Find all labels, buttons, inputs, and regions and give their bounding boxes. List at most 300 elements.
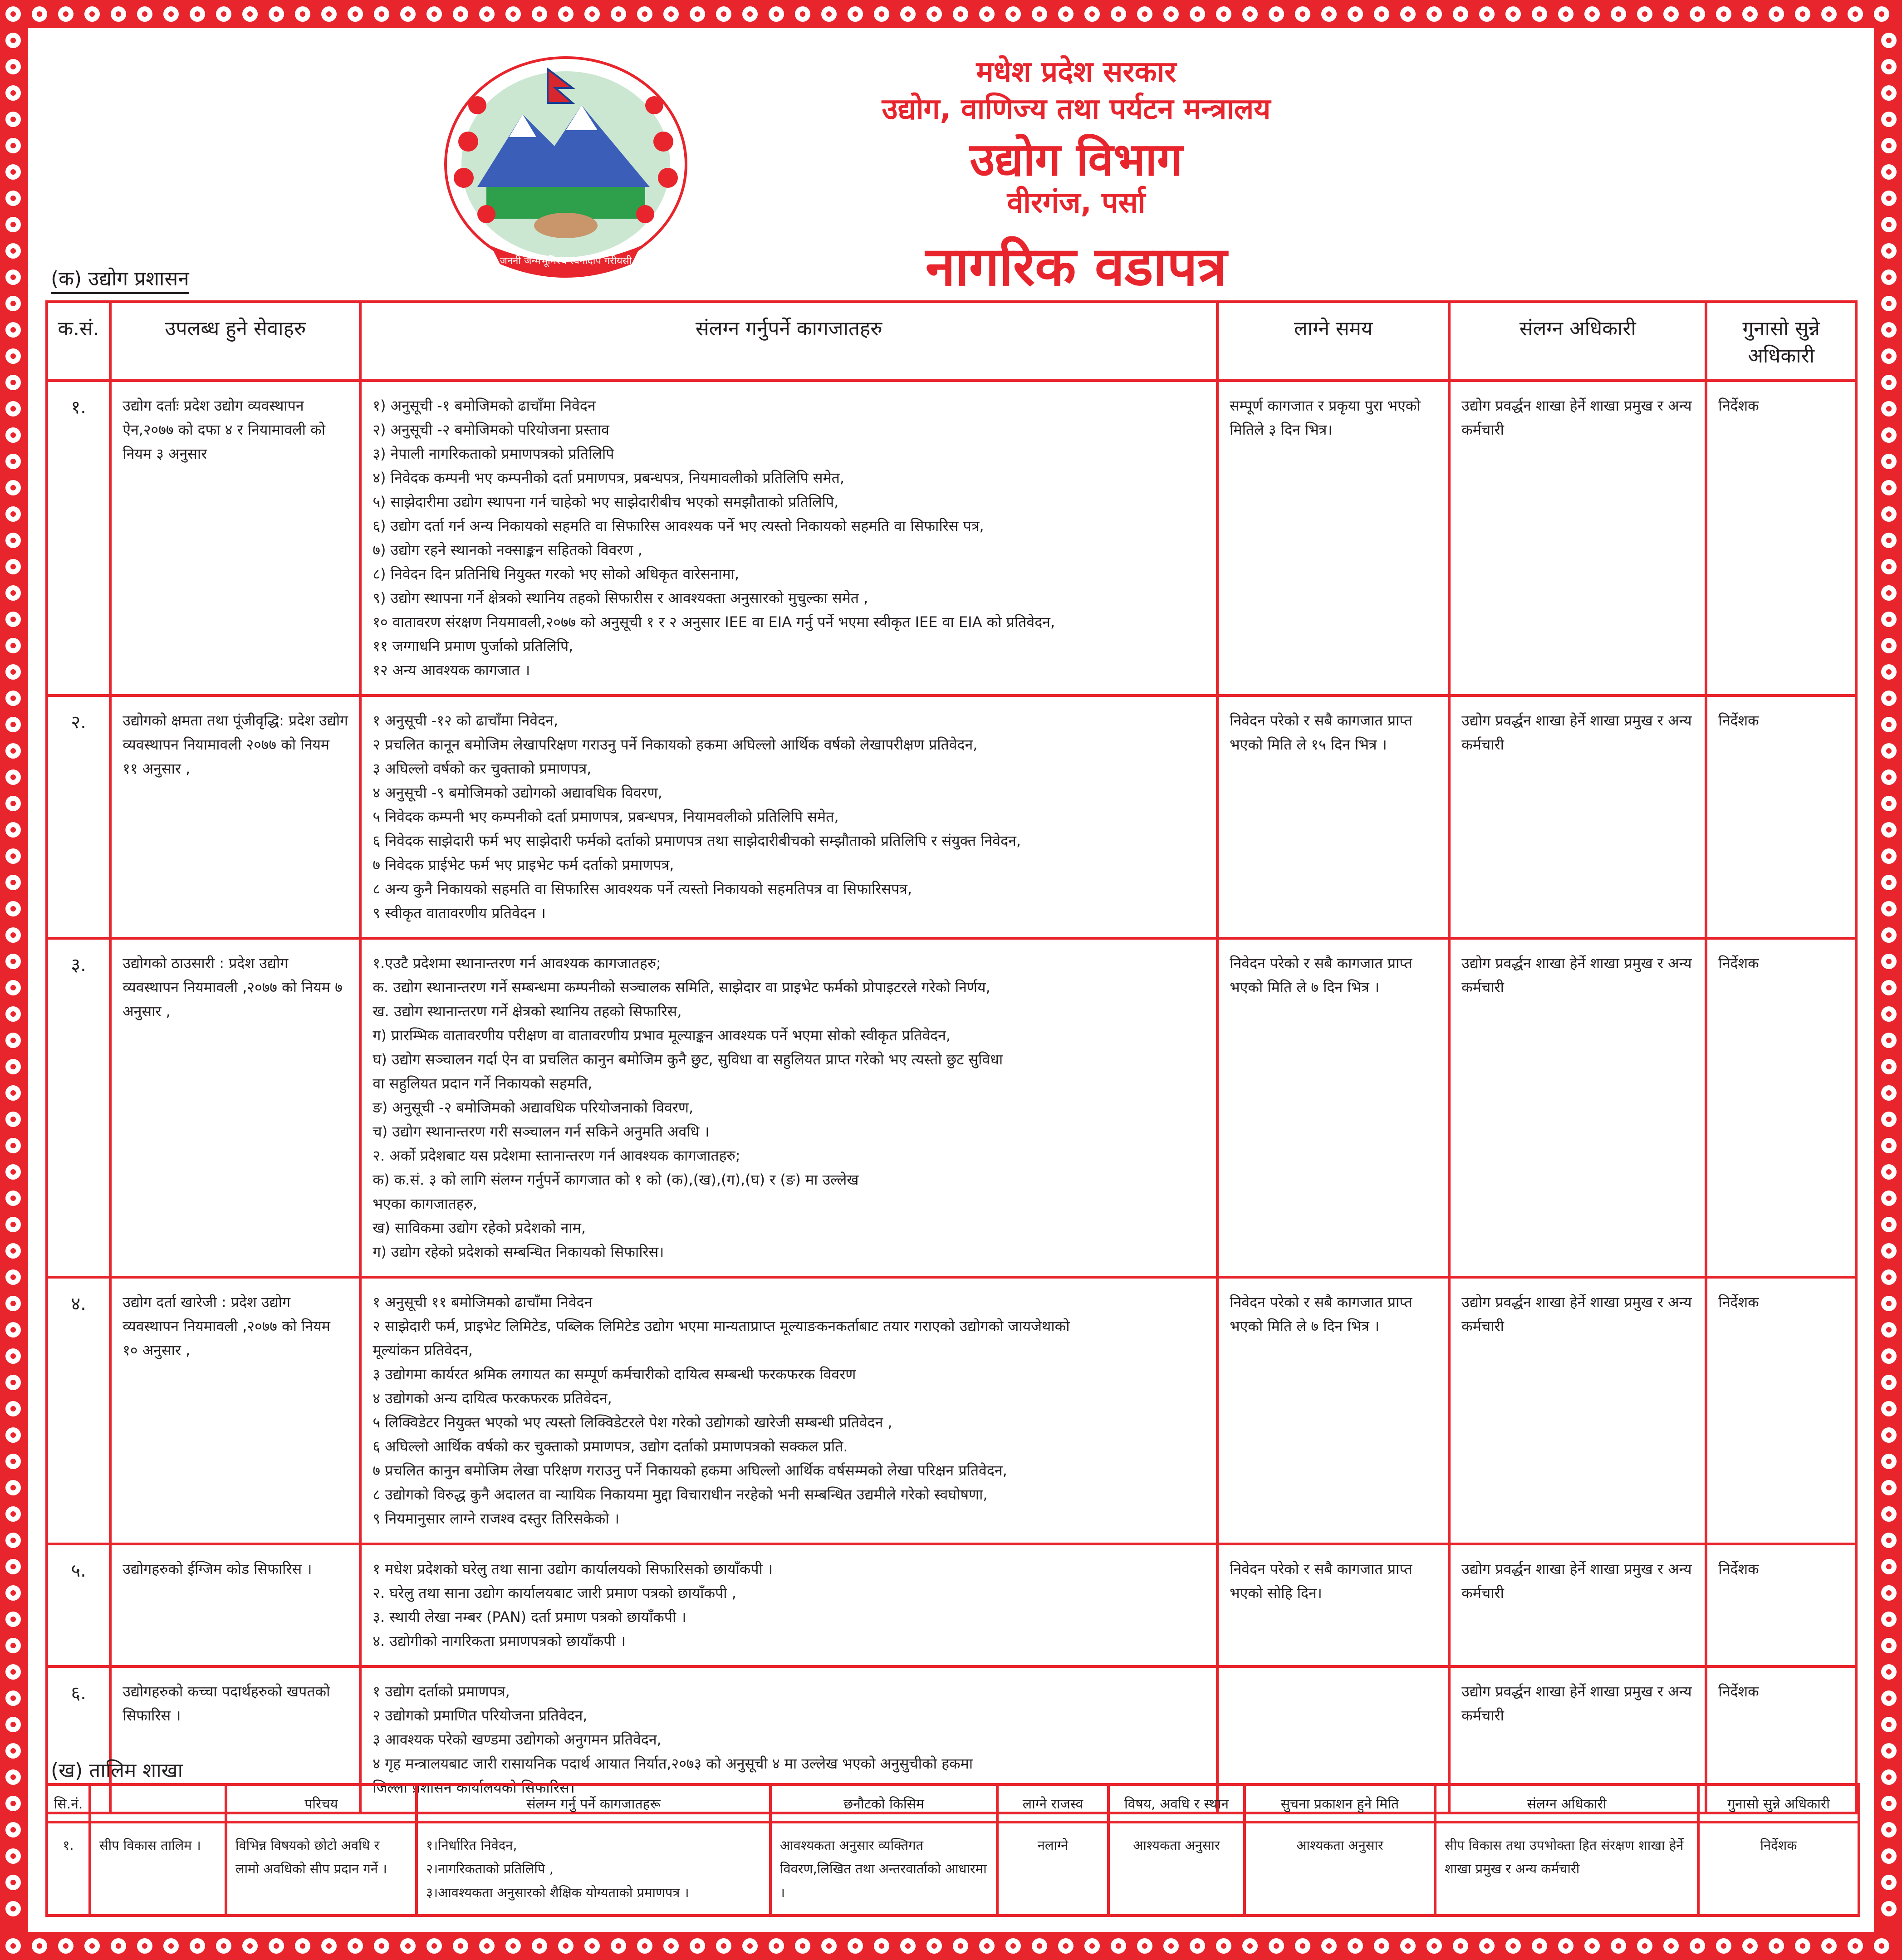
border-flower-icon	[1532, 1938, 1547, 1954]
border-flower-icon	[163, 6, 179, 22]
border-flower-icon	[1881, 612, 1897, 627]
border-flower-icon	[1453, 1938, 1468, 1954]
border-flower-icon	[1295, 1938, 1310, 1954]
row-grievance: निर्देशक	[1706, 1277, 1856, 1544]
row-documents	[360, 938, 1217, 1277]
border-flower-icon	[1821, 6, 1837, 22]
border-flower-icon	[1505, 1938, 1521, 1954]
border-flower-icon	[1881, 59, 1897, 74]
border-flower-icon	[5, 1848, 21, 1864]
border-flower-icon	[1321, 6, 1337, 22]
border-flower-icon	[1881, 1059, 1897, 1074]
border-flower-icon	[848, 1938, 863, 1954]
border-flower-icon	[611, 1938, 626, 1954]
row-grievance: निर्देशक	[1706, 1544, 1856, 1666]
border-flower-icon	[1137, 1938, 1152, 1954]
border-flower-icon	[242, 1938, 258, 1954]
document-item: ७ निवेदक प्राईभेट फर्म भए प्राइभेट फर्म दर्ताको प्रमाणपत्र,	[373, 856, 674, 873]
border-flower-icon	[5, 6, 21, 22]
border-flower-icon	[5, 1938, 21, 1954]
border-flower-icon	[1881, 1033, 1897, 1048]
border-flower-icon	[5, 1164, 21, 1180]
border-flower-icon	[1881, 1401, 1897, 1416]
border-flower-icon	[1881, 927, 1897, 943]
border-flower-icon	[137, 1938, 152, 1954]
border-flower-icon	[479, 1938, 495, 1954]
table-header-row	[47, 302, 1856, 381]
border-flower-icon	[1881, 243, 1897, 259]
border-flower-icon	[1881, 1112, 1897, 1127]
training-col-header	[90, 1784, 226, 1822]
training-sn: १.	[47, 1822, 90, 1916]
border-flower-icon	[1453, 6, 1468, 22]
border-flower-icon	[1881, 1901, 1897, 1916]
training-col-header: सि.नं.	[47, 1784, 90, 1822]
border-flower-icon	[1374, 1938, 1389, 1954]
document-item: २) अनुसूची -२ बमोजिमको परियोजना प्रस्ताव	[373, 421, 609, 438]
document-item: ६ निवेदक साझेदारी फर्म भए साझेदारी फर्मको दर्ताको प्रमाणपत्र तथा साझेदारीबीचको सम्झौताको प्रतिलिपि र संयुक्त निवेदन,	[373, 832, 1021, 849]
rhododendron-icon	[458, 132, 478, 152]
page-title: नागरिक वडापत्र	[925, 235, 1227, 298]
section-b-title: (ख) तालिम शाखा	[51, 1756, 183, 1783]
border-flower-icon	[1584, 6, 1600, 22]
border-flower-icon	[1881, 743, 1897, 759]
border-flower-icon	[5, 1296, 21, 1311]
training-name: सीप विकास तालिम ।	[90, 1822, 226, 1916]
row-service: उद्योग दर्ताः प्रदेश उद्योग व्यवस्थापन ऐन,२०७७ को दफा ४ र नियामावली को नियम ३ अनुसार	[110, 381, 360, 696]
border-flower-icon	[1881, 1191, 1897, 1206]
border-flower-icon	[1881, 1085, 1897, 1101]
document-item: ६) उद्योग दर्ता गर्न अन्य निकायको सहमति वा सिफारिस आवश्यक पर्ने भए त्यस्तो निकायको सहमति वा सिफारिस पत्र,	[373, 517, 984, 534]
border-flower-icon	[5, 217, 21, 232]
border-flower-icon	[269, 6, 284, 22]
training-table	[45, 1783, 1860, 1917]
border-flower-icon	[453, 6, 468, 22]
border-flower-icon	[690, 1938, 705, 1954]
border-flower-icon	[1163, 6, 1179, 22]
border-flower-icon	[5, 1454, 21, 1469]
border-flower-icon	[5, 1375, 21, 1390]
border-flower-icon	[5, 322, 21, 338]
border-flower-icon	[84, 6, 100, 22]
border-flower-icon	[1881, 296, 1897, 311]
border-flower-icon	[1084, 1938, 1100, 1954]
rhododendron-icon	[468, 96, 486, 114]
border-flower-icon	[426, 6, 442, 22]
border-flower-icon	[1881, 1296, 1897, 1311]
row-service: उद्योगको ठाउसारी : प्रदेश उद्योग व्यवस्थापन नियमावली ,२०७७ को नियम ७ अनुसार ,	[110, 938, 360, 1277]
col-header-officer: संलग्न अधिकारी	[1449, 302, 1706, 381]
header-line-2: उद्योग, वाणिज्य तथा पर्यटन मन्त्रालय	[882, 93, 1271, 126]
border-flower-icon	[1881, 1506, 1897, 1522]
border-flower-icon	[1584, 1938, 1600, 1954]
document-item: १ अनुसूची -१२ को ढाचाँमा निवेदन,	[373, 712, 559, 729]
border-flower-icon	[1505, 6, 1521, 22]
border-flower-icon	[1881, 796, 1897, 811]
document-item: ११ जग्गाधनि प्रमाण पुर्जाको प्रतिलिपि,	[373, 637, 574, 655]
training-header-row	[47, 1784, 1859, 1822]
border-flower-icon	[5, 375, 21, 390]
border-flower-icon	[1881, 717, 1897, 732]
rhododendron-icon	[454, 168, 474, 188]
row-grievance: निर्देशक	[1706, 696, 1856, 938]
document-item: च) उद्योग स्थानान्तरण गरी सञ्चालन गर्न सकिने अनुमति अवधि ।	[373, 1123, 710, 1140]
col-header-grievance: गुनासो सुन्ने अधिकारी	[1706, 302, 1856, 381]
border-flower-icon	[32, 1938, 47, 1954]
document-item: ङ) अनुसूची -२ बमोजिमको अद्यावधिक परियोजनाको विवरण,	[373, 1099, 694, 1116]
border-flower-icon	[5, 901, 21, 916]
row-sn: २.	[47, 696, 110, 938]
border-flower-icon	[58, 6, 74, 22]
border-flower-icon	[1881, 454, 1897, 469]
border-flower-icon	[1242, 1938, 1258, 1954]
department-title: उद्योग विभाग	[970, 133, 1183, 186]
border-flower-icon	[1058, 6, 1074, 22]
section-a-title: (क) उद्योग प्रशासन	[51, 264, 189, 291]
border-flower-icon	[716, 1938, 731, 1954]
border-flower-icon	[1881, 559, 1897, 574]
border-flower-icon	[1295, 6, 1310, 22]
border-flower-icon	[979, 6, 995, 22]
document-item: १ अनुसूची ११ बमोजिमको ढाचाँमा निवेदन	[373, 1294, 593, 1311]
border-flower-icon	[795, 1938, 810, 1954]
border-flower-icon	[1881, 1006, 1897, 1022]
border-flower-icon	[5, 875, 21, 890]
document-item: ५ लिक्विडेटर नियुक्त भएको भए त्यस्तो लिक्विडेटरले पेश गरेको उद्योगको खारेजी सम्बन्धी प्रतिवेदन ,	[373, 1414, 892, 1431]
document-item: २. घरेलु तथा साना उद्योग कार्यालयबाट जारी प्रमाण पत्रको छायाँकपी ,	[373, 1584, 736, 1602]
border-flower-icon	[1881, 1559, 1897, 1574]
border-flower-icon	[5, 506, 21, 522]
border-flower-icon	[5, 1664, 21, 1680]
border-flower-icon	[1348, 1938, 1363, 1954]
border-flower-icon	[874, 6, 889, 22]
document-item: ३. स्थायी लेखा नम्बर (PAN) दर्ता प्रमाण पत्रको छायाँकपी ।	[373, 1608, 686, 1626]
border-flower-icon	[926, 6, 942, 22]
border-flower-icon	[1690, 1938, 1705, 1954]
border-flower-icon	[5, 533, 21, 548]
row-documents	[360, 1544, 1217, 1666]
border-flower-icon	[1881, 85, 1897, 101]
border-flower-icon	[1881, 506, 1897, 522]
document-item: ८ उद्योगको विरुद्ध कुनै अदालत वा न्यायिक निकायमा मुद्दा विचाराधीन नरहेको भनी सम्बन्धित उद्यमीले गरेको स्वघोषणा,	[373, 1486, 988, 1503]
border-flower-icon	[1881, 664, 1897, 680]
border-flower-icon	[979, 1938, 995, 1954]
border-flower-icon	[163, 1938, 179, 1954]
border-flower-icon	[374, 6, 389, 22]
rhododendron-icon	[477, 205, 495, 223]
border-flower-icon	[1881, 954, 1897, 969]
border-flower-icon	[1874, 1938, 1889, 1954]
training-col-header: संलग्न अधिकारी	[1435, 1784, 1698, 1822]
border-flower-icon	[5, 296, 21, 311]
border-flower-icon	[1881, 638, 1897, 653]
document-item: २ साझेदारी फर्म, प्राइभेट लिमिटेड, पब्लिक लिमिटेड उद्योग भएमा मान्यताप्राप्त मूल्याङकनकर्ताबाट तयार गराएको उद्योगको जायजेथाको	[373, 1318, 1070, 1335]
border-flower-icon	[558, 1938, 574, 1954]
border-flower-icon	[5, 1243, 21, 1259]
border-flower-icon	[1881, 875, 1897, 890]
border-flower-icon	[5, 1690, 21, 1706]
border-flower-icon	[663, 6, 679, 22]
border-flower-icon	[1881, 270, 1897, 285]
border-flower-icon	[1881, 1585, 1897, 1601]
header-location: वीरगंज, पर्सा	[1007, 186, 1146, 220]
border-flower-icon	[1769, 1938, 1784, 1954]
border-flower-icon	[5, 1480, 21, 1495]
border-flower-icon	[5, 638, 21, 653]
border-flower-icon	[1881, 164, 1897, 180]
border-flower-icon	[5, 664, 21, 680]
border-flower-icon	[1881, 769, 1897, 785]
document-item: ८) निवेदन दिन प्रतिनिधि नियुक्त गरको भए सोको अधिकृत वारेसनामा,	[373, 565, 740, 583]
border-flower-icon	[5, 1322, 21, 1338]
row-sn: ४.	[47, 1277, 110, 1544]
table-row	[47, 1277, 1856, 1544]
document-item: जिल्ला प्रशासन कार्यालयको सिफारिस।	[373, 1779, 575, 1796]
table-row	[47, 1544, 1856, 1666]
row-officer: उद्योग प्रवर्द्धन शाखा हेर्ने शाखा प्रमुख र अन्य कर्मचारी	[1449, 1544, 1706, 1666]
border-flower-icon	[5, 585, 21, 601]
border-flower-icon	[690, 6, 705, 22]
document-item: १ उद्योग दर्ताको प्रमाणपत्र,	[373, 1683, 510, 1700]
border-flower-icon	[5, 454, 21, 469]
border-flower-icon	[1032, 1938, 1047, 1954]
document-item: ३ आवश्यक परेको खण्डमा उद्योगको अनुगमन प्रतिवेदन,	[373, 1731, 662, 1748]
row-grievance: निर्देशक	[1706, 381, 1856, 696]
border-flower-icon	[532, 6, 547, 22]
border-flower-icon	[611, 6, 626, 22]
row-sn: १.	[47, 381, 110, 696]
col-header-time: लाग्ने समय	[1217, 302, 1449, 381]
row-documents	[360, 381, 1217, 696]
border-flower-icon	[1881, 480, 1897, 495]
border-flower-icon	[1769, 6, 1784, 22]
border-flower-icon	[5, 1348, 21, 1364]
border-flower-icon	[1163, 1938, 1179, 1954]
border-flower-icon	[190, 6, 205, 22]
row-time: निवेदन परेको र सबै कागजात प्राप्त भएको मिति ले ७ दिन भित्र ।	[1217, 1277, 1449, 1544]
row-sn: ३.	[47, 938, 110, 1277]
border-flower-icon	[558, 6, 574, 22]
border-flower-icon	[374, 1938, 389, 1954]
border-flower-icon	[5, 1743, 21, 1759]
border-flower-icon	[1881, 848, 1897, 864]
border-flower-icon	[5, 85, 21, 101]
border-flower-icon	[1269, 6, 1284, 22]
border-flower-icon	[1111, 1938, 1126, 1954]
border-flower-icon	[84, 1938, 100, 1954]
border-flower-icon	[1821, 1938, 1837, 1954]
border-flower-icon	[5, 112, 21, 127]
border-flower-icon	[5, 1822, 21, 1838]
document-item: ५) साझेदारीमा उद्योग स्थापना गर्न चाहेको भए साझेदारीबीच भएको समझौताको प्रतिलिपि,	[373, 493, 839, 510]
border-flower-icon	[5, 717, 21, 732]
document-item: ख) साविकमा उद्योग रहेको प्रदेशको नाम,	[373, 1219, 586, 1236]
training-col-header: सुचना प्रकाशन हुने मिति	[1245, 1784, 1435, 1822]
border-flower-icon	[1848, 1938, 1863, 1954]
border-flower-icon	[5, 954, 21, 969]
border-flower-icon	[1881, 401, 1897, 416]
row-officer: उद्योग प्रवर्द्धन शाखा हेर्ने शाखा प्रमुख र अन्य कर्मचारी	[1449, 938, 1706, 1277]
border-flower-icon	[1881, 1822, 1897, 1838]
border-flower-icon	[926, 1938, 942, 1954]
document-item: ३ उद्योगमा कार्यरत श्रमिक लगायत का सम्पूर्ण कर्मचारीको दायित्व सम्बन्धी फरकफरक विवरण	[373, 1366, 856, 1383]
border-flower-icon	[1795, 1938, 1810, 1954]
border-flower-icon	[1881, 112, 1897, 127]
border-flower-icon	[1881, 1322, 1897, 1338]
border-flower-icon	[1881, 1638, 1897, 1653]
row-time: निवेदन परेको र सबै कागजात प्राप्त भएको मिति ले १५ दिन भित्र ।	[1217, 696, 1449, 938]
border-flower-icon	[5, 138, 21, 153]
table-row	[47, 696, 1856, 938]
border-flower-icon	[1881, 980, 1897, 995]
document-item: ख. उद्योग स्थानान्तरण गर्ने क्षेत्रको स्थानिय तहको सिफारिस,	[373, 1003, 682, 1020]
border-flower-icon	[1348, 6, 1363, 22]
document-item: ७ प्रचलित कानुन बमोजिम लेखा परिक्षण गराउनु पर्ने निकायको हकमा अघिल्लो आर्थिक वर्षसम्मको लेखा परिक्षन प्रतिवेदन,	[373, 1462, 1007, 1479]
border-flower-icon	[295, 6, 310, 22]
document-item: ४ गृह मन्त्रालयबाट जारी रासायनिक पदार्थ आयात निर्यात,२०७३ को अनुसूची ४ मा उल्लेख भएको अनुसुचीको हकमा	[373, 1755, 973, 1772]
border-flower-icon	[5, 612, 21, 627]
border-flower-icon	[5, 1401, 21, 1416]
border-flower-icon	[1881, 1690, 1897, 1706]
nepal-emblem	[436, 51, 695, 278]
border-flower-icon	[1242, 6, 1258, 22]
border-flower-icon	[216, 1938, 231, 1954]
document-item: २ प्रचलित कानून बमोजिम लेखापरिक्षण गराउनु पर्ने निकायको हकमा अघिल्लो आर्थिक वर्षको लेखापरीक्षण प्रतिवेदन,	[373, 736, 978, 753]
document-item: क. उद्योग स्थानान्तरण गर्ने सम्बन्धमा कम्पनीको सञ्चालक समिति, साझेदार वा प्राइभेट फर्मको प्रोपाइटरले गरेको निर्णय,	[373, 979, 990, 996]
document-item: ग) प्रारम्भिक वातावरणीय परीक्षण वा वातावरणीय प्रभाव मूल्याङ्कन आवश्यक पर्ने भएमा सोको स्वीकृत प्रतिवेदन,	[373, 1027, 951, 1044]
border-flower-icon	[1881, 1269, 1897, 1285]
border-flower-icon	[1881, 33, 1897, 48]
border-flower-icon	[1881, 1217, 1897, 1232]
border-flower-icon	[400, 6, 416, 22]
rhododendron-icon	[658, 168, 678, 188]
border-flower-icon	[5, 401, 21, 416]
border-flower-icon	[5, 1217, 21, 1232]
border-flower-icon	[1032, 6, 1047, 22]
border-flower-icon	[742, 6, 758, 22]
border-flower-icon	[5, 1191, 21, 1206]
row-grievance: निर्देशक	[1706, 1666, 1856, 1813]
row-service: उद्योगहरुको कच्चा पदार्थहरुको खपतको सिफारिस ।	[110, 1666, 360, 1813]
training-selection: आवश्यकता अनुसार व्यक्तिगत विवरण,लिखित तथा अन्तरवार्ताको आधारमा ।	[770, 1822, 997, 1916]
border-flower-icon	[58, 1938, 74, 1954]
border-flower-icon	[5, 848, 21, 864]
border-flower-icon	[1426, 6, 1442, 22]
border-flower-icon	[637, 1938, 652, 1954]
border-flower-icon	[874, 1938, 889, 1954]
border-flower-icon	[637, 6, 652, 22]
emblem-motto: जननी जन्मभूमिश्च स्वर्गादपि गरीयसी	[500, 255, 632, 267]
border-flower-icon	[1190, 6, 1205, 22]
border-flower-icon	[1137, 6, 1152, 22]
training-doc-item: २।नागरिकताको प्रतिलिपि ,	[426, 1861, 554, 1877]
border-flower-icon	[1663, 1938, 1679, 1954]
border-flower-icon	[1881, 691, 1897, 706]
border-flower-icon	[1479, 1938, 1495, 1954]
table-row	[47, 938, 1856, 1277]
border-flower-icon	[137, 6, 152, 22]
border-flower-icon	[584, 6, 600, 22]
border-flower-icon	[5, 1533, 21, 1548]
border-flower-icon	[5, 348, 21, 364]
border-flower-icon	[716, 6, 731, 22]
row-grievance: निर्देशक	[1706, 938, 1856, 1277]
border-flower-icon	[1881, 217, 1897, 232]
document-item: ३ अघिल्लो वर्षको कर चुक्ताको प्रमाणपत्र,	[373, 760, 592, 777]
border-flower-icon	[479, 6, 495, 22]
border-flower-icon	[5, 559, 21, 574]
border-flower-icon	[453, 1938, 468, 1954]
border-flower-icon	[795, 6, 810, 22]
border-flower-icon	[1881, 1664, 1897, 1680]
row-time: सम्पूर्ण कागजात र प्रकृया पुरा भएको मितिले ३ दिन भित्र।	[1217, 381, 1449, 696]
border-flower-icon	[1111, 6, 1126, 22]
border-flower-icon	[1005, 1938, 1021, 1954]
border-flower-icon	[505, 6, 521, 22]
border-flower-icon	[5, 1638, 21, 1653]
border-flower-icon	[1881, 822, 1897, 838]
border-flower-icon	[769, 6, 784, 22]
border-flower-icon	[5, 1006, 21, 1022]
training-col-header: लाग्ने राजस्व	[997, 1784, 1108, 1822]
border-flower-icon	[1795, 6, 1810, 22]
border-flower-icon	[1881, 427, 1897, 443]
border-flower-icon	[1690, 6, 1705, 22]
border-flower-icon	[1848, 6, 1863, 22]
border-flower-icon	[1881, 191, 1897, 206]
border-flower-icon	[1058, 1938, 1074, 1954]
border-flower-icon	[1881, 1164, 1897, 1180]
document-item: १० वातावरण संरक्षण नियमावली,२०७७ को अनुसूची १ र २ अनुसार IEE वा EIA गर्नु पर्ने भएमा स्वीकृत IEE वा EIA को प्रतिवेदन,	[373, 613, 1055, 631]
border-flower-icon	[5, 164, 21, 180]
border-flower-icon	[821, 6, 837, 22]
border-flower-icon	[742, 1938, 758, 1954]
border-flower-icon	[953, 6, 968, 22]
border-flower-icon	[1881, 1138, 1897, 1153]
document-item: १.एउटै प्रदेशमा स्थानान्तरण गर्न आवश्यक कागजातहरु;	[373, 955, 661, 972]
border-flower-icon	[1881, 1348, 1897, 1364]
border-flower-icon	[1216, 1938, 1231, 1954]
border-flower-icon	[5, 927, 21, 943]
border-flower-icon	[426, 1938, 442, 1954]
border-flower-icon	[5, 1717, 21, 1732]
training-col-header: संलग्न गर्नु पर्ने कागजातहरू	[417, 1784, 770, 1822]
row-time: निवेदन परेको र सबै कागजात प्राप्त भएको सोहि दिन।	[1217, 1544, 1449, 1666]
border-flower-icon	[1881, 1375, 1897, 1390]
border-flower-icon	[5, 1506, 21, 1522]
document-item: ३) नेपाली नागरिकताको प्रमाणपत्रको प्रतिलिपि	[373, 445, 614, 462]
row-officer: उद्योग प्रवर्द्धन शाखा हेर्ने शाखा प्रमुख र अन्य कर्मचारी	[1449, 1277, 1706, 1544]
border-flower-icon	[32, 6, 47, 22]
border-flower-icon	[5, 1138, 21, 1153]
border-flower-icon	[1400, 6, 1416, 22]
document-item: भएका कागजातहरु,	[373, 1195, 478, 1212]
border-flower-icon	[1881, 533, 1897, 548]
border-flower-icon	[5, 1559, 21, 1574]
training-doc-item: ३।आवश्यकता अनुसारको शैक्षिक योग्यताको प्रमाणपत्र ।	[426, 1885, 689, 1900]
border-flower-icon	[5, 1059, 21, 1074]
document-item: १२ अन्य आवश्यक कागजात ।	[373, 662, 530, 679]
document-item: ग) उद्योग रहेको प्रदेशको सम्बन्धित निकायको सिफारिस।	[373, 1243, 664, 1260]
border-flower-icon	[5, 59, 21, 74]
row-documents	[360, 696, 1217, 938]
border-flower-icon	[1881, 1796, 1897, 1811]
row-documents	[360, 1277, 1217, 1544]
document-item: १) अनुसूची -१ बमोजिमको ढाचाँमा निवेदन	[373, 397, 596, 414]
training-grievance: निर्देशक	[1698, 1822, 1859, 1916]
border-flower-icon	[584, 1938, 600, 1954]
training-notice-date: आश्यकता अनुसार	[1245, 1822, 1435, 1916]
